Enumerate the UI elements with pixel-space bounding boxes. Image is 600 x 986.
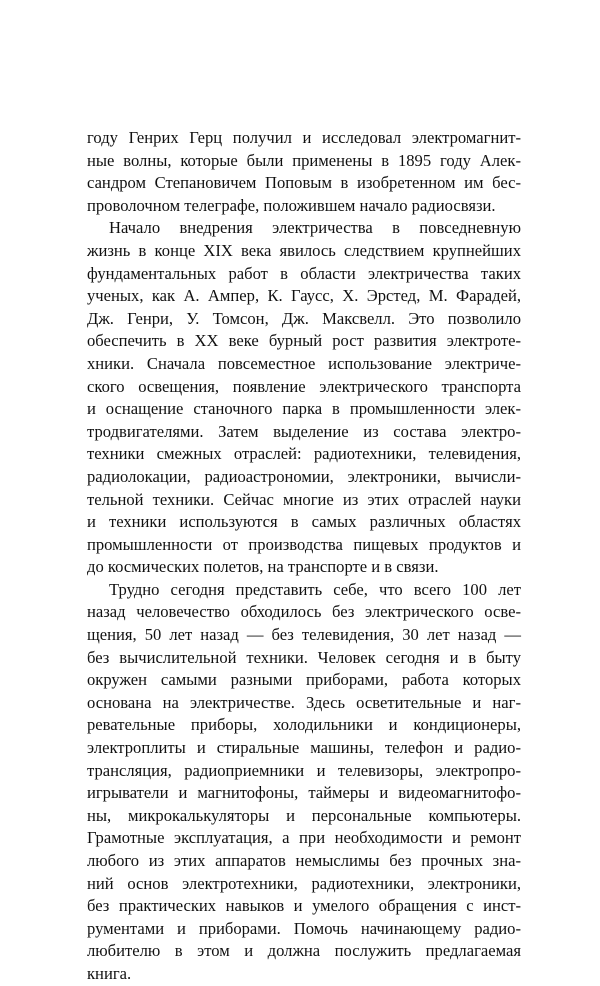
- text-line: электроплиты и стиральные машины, телефон и радио-: [87, 738, 521, 758]
- text-line: ревательные приборы, холодильники и кондиционеры,: [87, 715, 521, 735]
- text-line: ний основ электротехники, радиотехники, электроники,: [87, 873, 521, 893]
- text-line: тродвигателями. Затем выделение из состава электро-: [87, 421, 521, 441]
- text-line: тельной техники. Сейчас многие из этих отраслей науки: [87, 489, 521, 509]
- text-line: до космических полетов, на транспорте и в связи.: [87, 557, 439, 577]
- paragraph-1: [87, 127, 521, 217]
- text-line: трансляция, радиоприемники и телевизоры, электропро-: [87, 760, 521, 780]
- body-text: [87, 127, 521, 986]
- text-line: техники смежных отраслей: радиотехники, телевидения,: [87, 444, 521, 464]
- text-line: книга.: [87, 963, 132, 983]
- text-line: без вычислительной техники. Человек сегодня и в быту: [87, 647, 521, 667]
- text-line: промышленности от производства пищевых продуктов и: [87, 534, 521, 554]
- text-line: Дж. Генри, У. Томсон, Дж. Максвелл. Это позволило: [87, 308, 521, 328]
- text-line: без практических навыков и умелого обращения с инст-: [87, 896, 521, 916]
- text-line: обеспечить в XX веке бурный рост развития электроте-: [87, 331, 521, 351]
- text-line: Трудно сегодня представить себе, что всего 100 лет: [109, 579, 521, 599]
- text-line: рументами и приборами. Помочь начинающему радио-: [87, 918, 521, 938]
- text-line: жизнь в конце XIX века явилось следствием крупнейших: [87, 240, 521, 260]
- text-line: Начало внедрения электричества в повседневную: [109, 218, 521, 238]
- text-line: и оснащение станочного парка в промышленности элек-: [87, 399, 521, 419]
- text-line: любителю в этом и должна послужить предлагаемая: [87, 941, 521, 961]
- text-line: щения, 50 лет назад — без телевидения, 30 лет назад —: [87, 625, 521, 645]
- text-line: проволочном телеграфе, положившем начало радиосвязи.: [87, 195, 496, 215]
- text-line: ны, микрокалькуляторы и персональные компьютеры.: [87, 805, 521, 825]
- text-line: ученых, как А. Ампер, К. Гаусс, Х. Эрстед, М. Фарадей,: [87, 286, 521, 306]
- text-line: основана на электричестве. Здесь осветительные и наг-: [87, 692, 521, 712]
- text-line: радиолокации, радиоастрономии, электроники, вычисли-: [87, 466, 521, 486]
- text-line: игрыватели и магнитофоны, таймеры и видеомагнитофо-: [87, 783, 521, 803]
- text-line: любого из этих аппаратов немыслимы без прочных зна-: [87, 851, 521, 870]
- paragraph-3: [87, 579, 521, 986]
- text-line: ные волны, которые были применены в 1895 году Алек-: [87, 150, 521, 170]
- text-line: Грамотные эксплуатация, а при необходимости и ремонт: [87, 828, 521, 848]
- text-line: ского освещения, появление электрического транспорта: [87, 376, 521, 396]
- text-line: году Генрих Герц получил и исследовал электромагнит-: [87, 128, 521, 147]
- text-line: и техники используются в самых различных областях: [87, 512, 521, 532]
- text-line: назад человечество обходилось без электрического осве-: [87, 602, 521, 622]
- text-line: хники. Сначала повсеместное использование электриче-: [87, 353, 521, 373]
- paragraph-2: [87, 217, 521, 579]
- text-line: окружен самыми разными приборами, работа которых: [87, 670, 521, 690]
- text-line: сандром Степановичем Поповым в изобретенном им бес-: [87, 173, 521, 193]
- text-line: фундаментальных работ в области электричества таких: [87, 263, 521, 283]
